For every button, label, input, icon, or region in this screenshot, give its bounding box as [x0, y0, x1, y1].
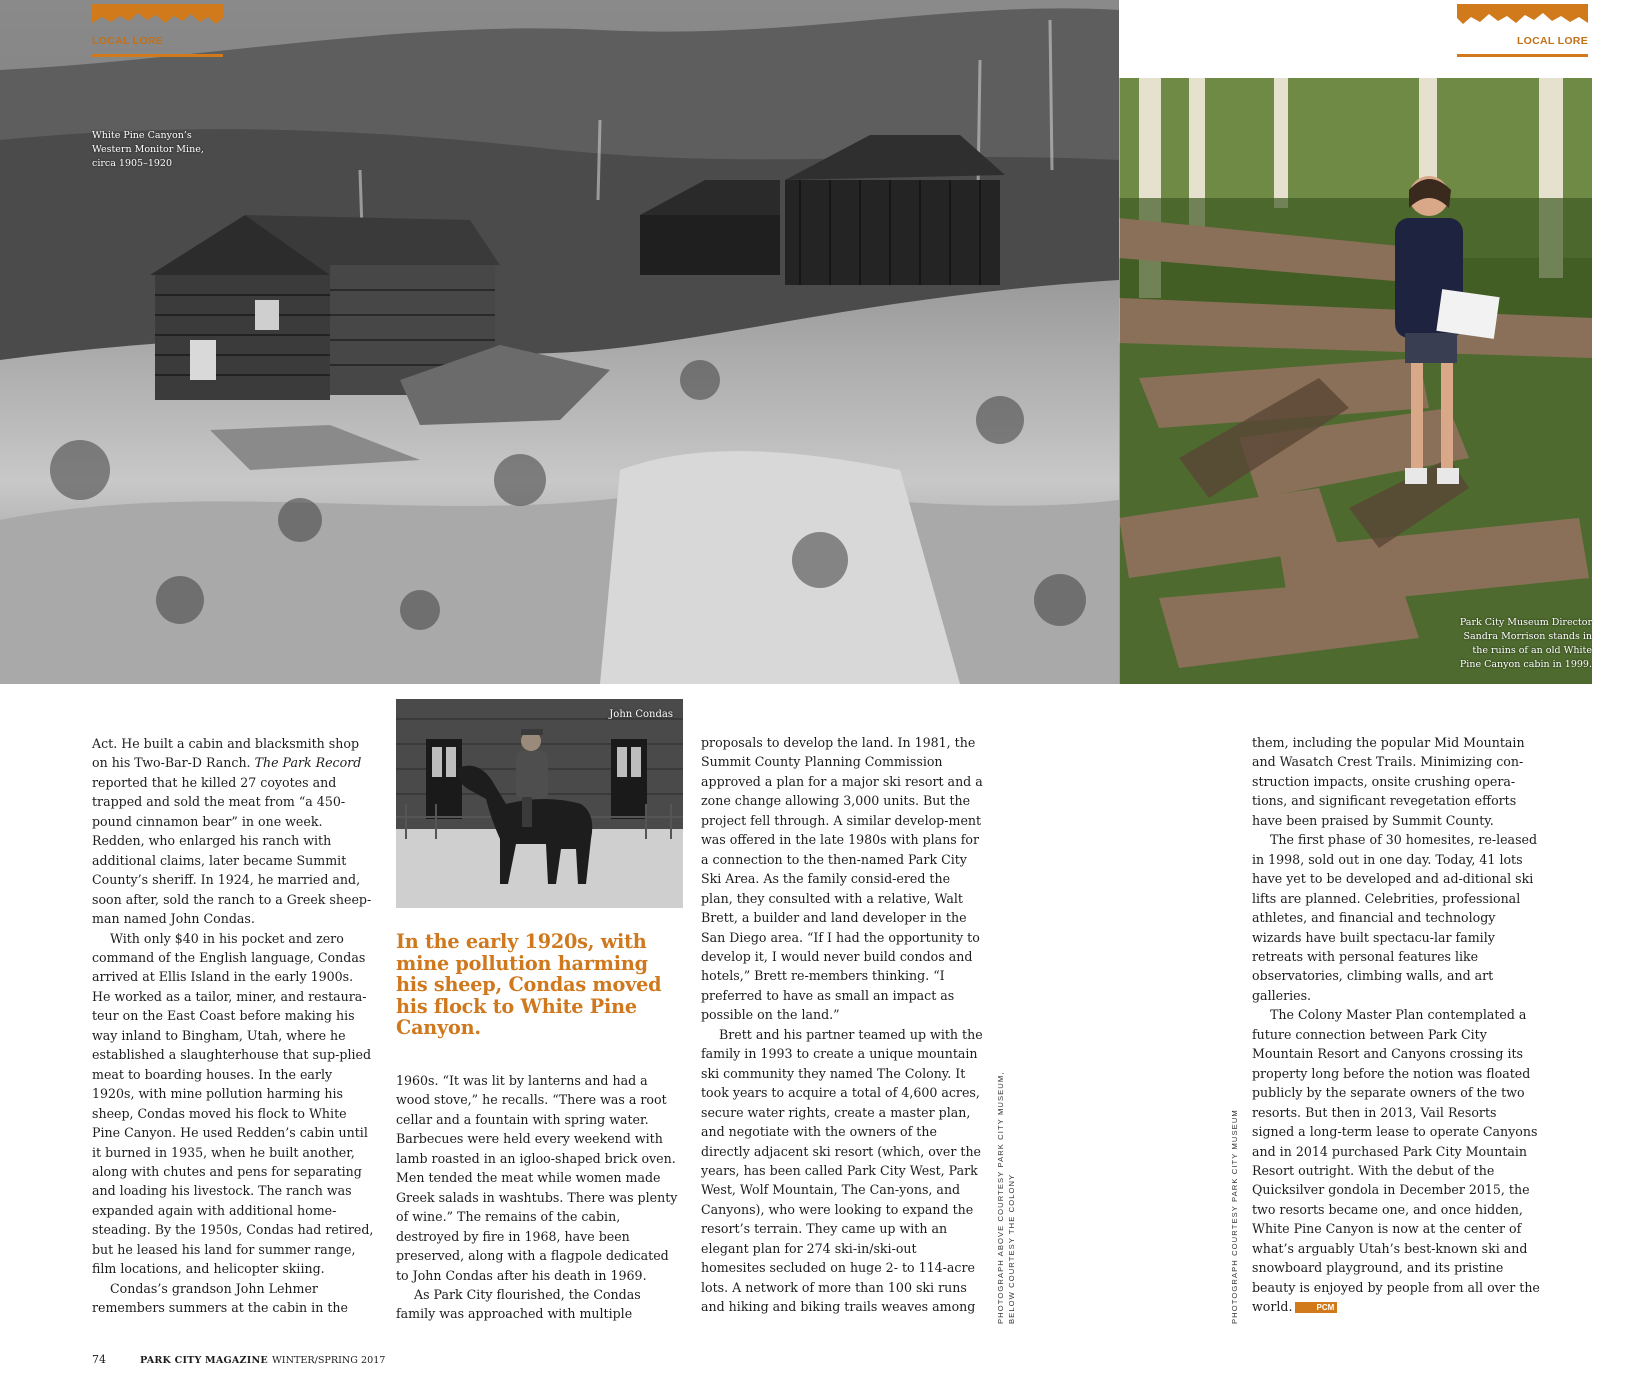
caption-line: Pine Canyon cabin in 1999. [1459, 659, 1592, 670]
mountain-band-icon [1457, 4, 1588, 26]
paragraph: Brett and his partner teamed up with the family in 1993 to create a unique mountain ski community they named The Colony. It took years to acquire a total of 4,600 acres, secure water rights, create a master plan, and negotiate with the owners of the directly adjacent ski resort (which, over the years, has been called Park City West, Park West, Wolf Mountain, The Can-yons, and Canyons), who were looking to expand the resort’s terrain. They came up with an elegant plan for 274 ski-in/ski-out homesites secluded on huge 2- to 114-acre lots. A network of more than 100 ski runs and hiking and biking trails weaves among [701, 1026, 983, 1315]
paragraph: As Park City flourished, the Condas family was approached with multiple [396, 1286, 641, 1322]
section-rule [92, 54, 223, 57]
side-photo-caption [1417, 616, 1592, 672]
issue-date: WINTER/SPRING 2017 [271, 1355, 386, 1366]
paragraph: them, including the popular Mid Mountain and Wasatch Crest Trails. Minimizing con-struction impacts, onsite crushing opera-tions, and significant revegetation efforts have been praised by Summit County. [1252, 735, 1525, 828]
western-monitor-mine-photo [0, 0, 1119, 684]
caption-line: circa 1905–1920 [92, 158, 173, 169]
paragraph [92, 734, 374, 929]
sandra-morrison-photo [1119, 78, 1592, 684]
section-tag-left [92, 4, 223, 56]
main-photo-caption [92, 129, 217, 171]
photo-credit-2 [1229, 1109, 1240, 1324]
paragraph: proposals to develop the land. In 1981, the Summit County Planning Commission approved a plan for a major ski resort and a zone change allowing 3,000 units. But the project fell through. A similar develop-ment was offered in the late 1980s with plans for a connection to the then-named Park City Ski Area. As the family consid-ered the plan, they consulted with a relative, Walt Brett, a builder and land developer in the San Diego area. “If I had the opportunity to develop it, I would never build condos and hotels,” Brett re-members thinking. “I preferred to have as small an impact as possible on the land.” [701, 735, 983, 1023]
article-column-4 [1252, 733, 1542, 1317]
caption-line: the ruins of an old White [1472, 645, 1592, 656]
magazine-name: PARK CITY MAGAZINE [140, 1355, 268, 1366]
paragraph: 1960s. “It was lit by lanterns and had a wood stove,” he recalls. “There was a root cellar and a fountain with spring water. Barbecues were held every weekend with lamb roasted in an igloo-shaped brick oven. Men tended the meat while women made Greek salads in washtubs. There was plenty of wine.” The remains of the cabin, destroyed by fire in 1968, have been preserved, along with a flagpole dedicated to John Condas after his death in 1969. [396, 1073, 678, 1283]
section-rule [1457, 54, 1588, 57]
mountain-band-icon [92, 4, 223, 26]
caption-line: Sandra Morrison stands in [1463, 631, 1592, 642]
john-condas-photo [396, 699, 683, 908]
text-run: reported that he killed 27 coyotes and trapped and sold the meat from “a 450-pound cinnamon bear” in one week. Redden, who enlarged his ranch with additional claims, later became Summit County’s sheriff. In 1924, he married and, soon after, sold the ranch to a Greek sheep-man named John Condas. [92, 774, 372, 927]
paragraph: Condas’s grandson John Lehmer remembers summers at the cabin in the [92, 1280, 348, 1316]
page-footer [92, 1353, 385, 1366]
page-number: 74 [92, 1353, 106, 1366]
paragraph: With only $40 in his pocket and zero command of the English language, Condas arrived at Ellis Island in the early 1900s. He worked as a tailor, miner, and restaura-teur on the East Coast before making his way inland to Bingham, Utah, where he established a slaughterhouse that sup-plied meat to boarding houses. In the early 1920s, with mine pollution harming his sheep, Condas moved his flock to White Pine Canyon. He used Redden’s cabin until it burned in 1935, when he built another, along with chutes and pens for separating and loading his livestock. The ranch was expanded again with additional home-steading. By the 1950s, Condas had retired, but he leased his land for summer range, film locations, and helicopter skiing. [92, 930, 374, 1277]
inset-caption: John Condas [609, 709, 673, 720]
section-tag-right [1457, 4, 1588, 56]
pull-quote: In the early 1920s, with mine pollution harming his sheep, Condas moved his flock to White Pine Canyon. [396, 930, 662, 1040]
credit-line: BELOW COURTESY THE COLONY [1007, 1173, 1016, 1324]
credit-line: PHOTOGRAPH ABOVE COURTESY PARK CITY MUSEUM, [996, 1071, 1005, 1324]
caption-line: Western Monitor Mine, [92, 144, 204, 155]
credit-line: PHOTOGRAPH COURTESY PARK CITY MUSEUM [1230, 1109, 1239, 1324]
article-column-3 [701, 733, 984, 1317]
caption-line: White Pine Canyon’s [92, 130, 192, 141]
caption-line: Park City Museum Director [1459, 617, 1592, 628]
article-column-2 [396, 1071, 679, 1324]
end-mark-badge: PCM [1295, 1302, 1337, 1313]
paragraph: The first phase of 30 homesites, re-leased in 1998, sold out in one day. Today, 41 lots have yet to be developed and ad-ditional ski lifts are planned. Celebrities, professional athletes, and financial and technology wizards have built spectacu-lar family retreats with personal features like observatories, climbing walls, and art galleries. [1252, 832, 1538, 1003]
text-run: Act. He built a cabin and blacksmith shop on his Two-Bar-D Ranch. [92, 736, 360, 771]
section-label: LOCAL LORE [1516, 35, 1588, 47]
photo-credit-1 [995, 1071, 1017, 1324]
publication-title: The Park Record [254, 755, 362, 771]
paragraph [1252, 1005, 1542, 1316]
article-column-1 [92, 734, 374, 1318]
photo-divider [1119, 0, 1120, 684]
section-label: LOCAL LORE [92, 35, 164, 47]
text-run: The Colony Master Plan contemplated a future connection between Park City Mountain Resort and Canyons crossing its property long before the notion was floated publicly by the separate owners of the two resorts. But then in 2013, Vail Resorts signed a long-term lease to operate Canyons and in 2014 purchased Park City Mountain Resort outright. With the debut of the Quicksilver gondola in December 2015, the two resorts became one, and once hidden, White Pine Canyon is now at the center of what’s arguably Utah’s best-known ski and snowboard playground, and its pristine beauty is enjoyed by people from all over the world. [1252, 1007, 1540, 1315]
